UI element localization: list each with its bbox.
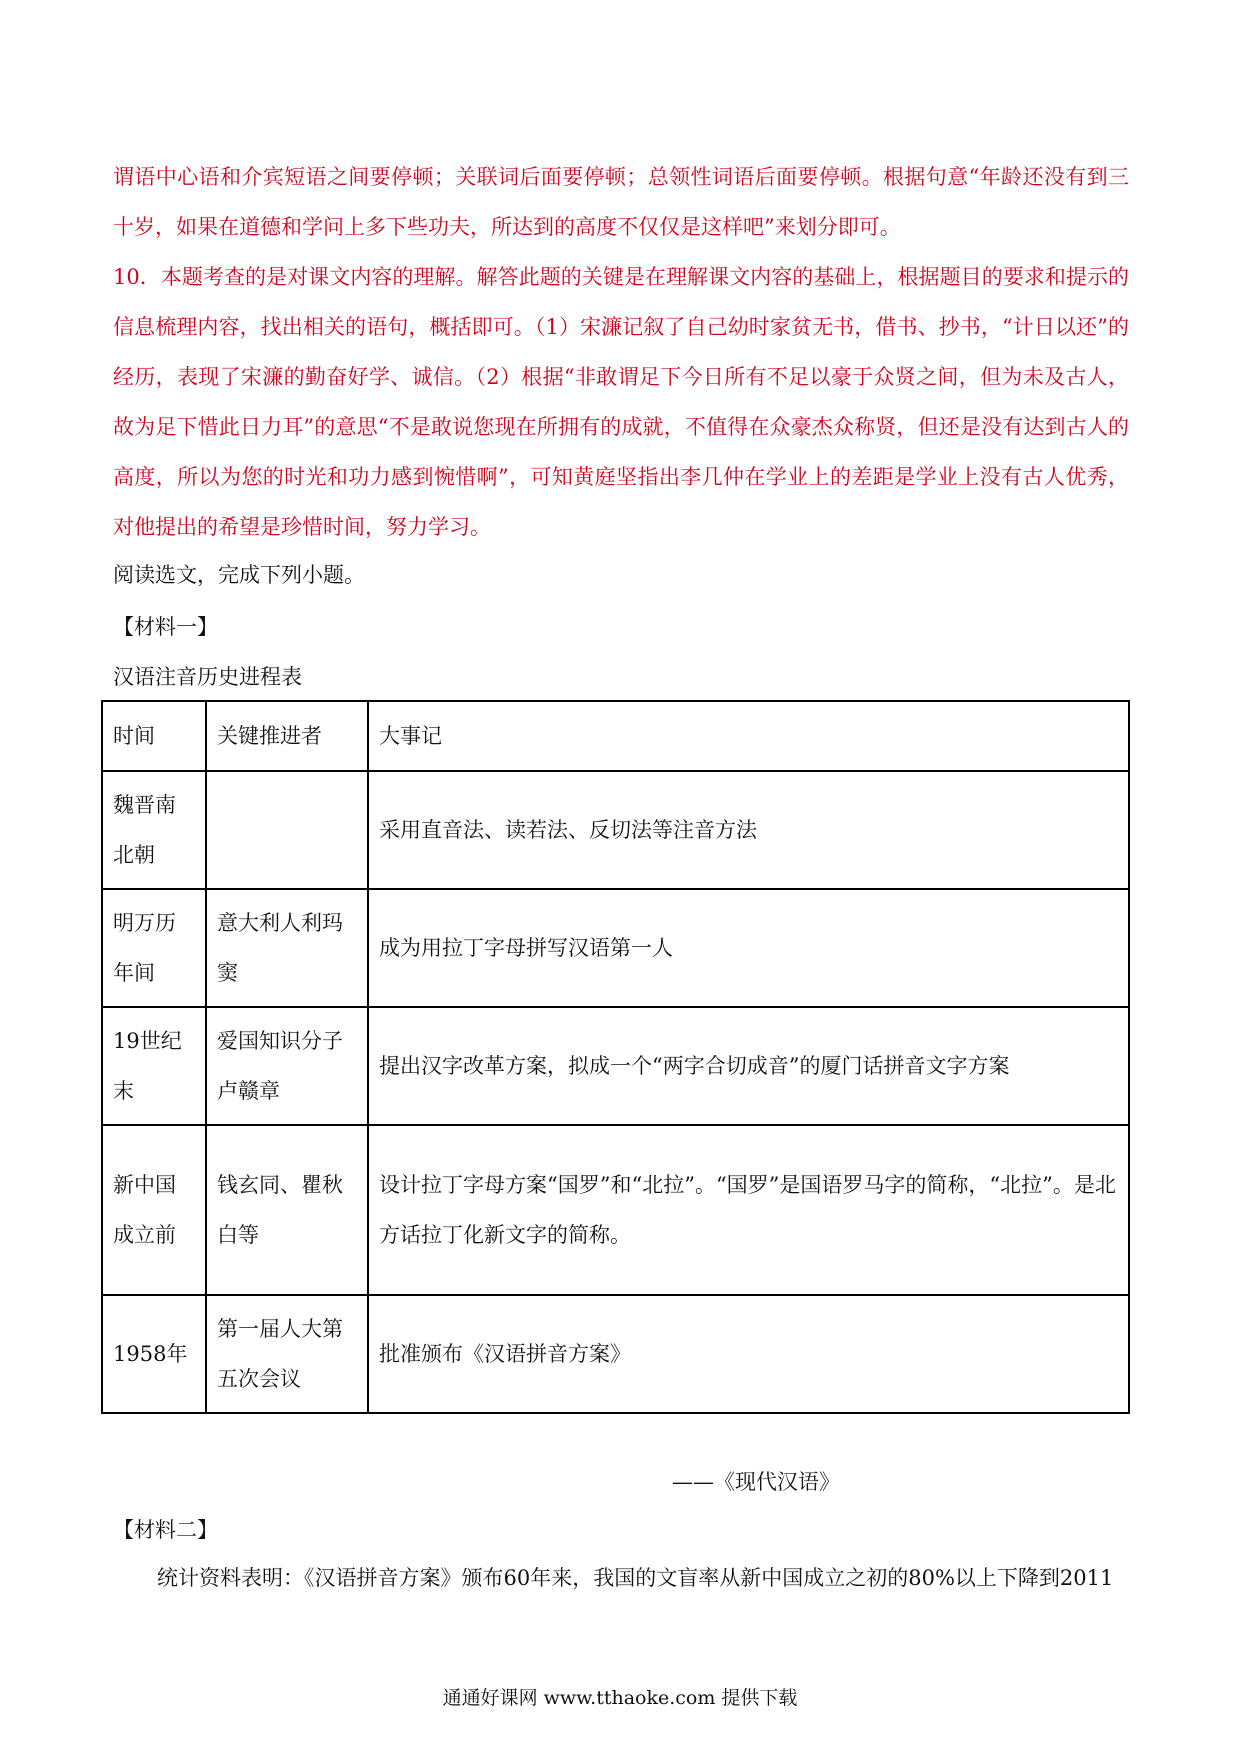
table-row [102, 1295, 1129, 1413]
table-cell [206, 771, 368, 889]
table-cell: 明万历年间 [102, 889, 206, 1007]
answer-paragraph-2: 10．本题考查的是对课文内容的理解。解答此题的关键是在理解课文内容的基础上，根据题目的要求和提示的信息梳理内容，找出相关的语句，概括即可。（1）宋濂记叙了自己幼时家贫无书，借书、抄书，“计日以还”的经历，表现了宋濂的勤奋好学、诚信。（2）根据“非敢谓足下今日所有不足以豪于众贤之间，但为未及古人，故为足下惜此日力耳”的意思“不是敢说您现在所拥有的成就，不值得在众豪杰众称贤，但还是没有达到古人的高度，所以为您的时光和功力感到惋惜啊”，可知黄庭坚指出李几仲在学业上的差距是学业上没有古人优秀，对他提出的希望是珍惜时间，努力学习。 [113, 265, 1129, 539]
table-cell: 第一届人大第五次会议 [206, 1295, 368, 1413]
table-cell: 提出汉字改革方案，拟成一个“两字合切成音”的厦门话拼音文字方案 [368, 1007, 1129, 1125]
table-row [102, 771, 1129, 889]
answer-explanation [113, 152, 1129, 552]
table-header-row [102, 701, 1129, 771]
table-source: ——《现代汉语》 [672, 1470, 840, 1494]
header-cell-promoter: 关键推进者 [206, 701, 368, 771]
table-row [102, 889, 1129, 1007]
table-cell: 批准颁布《汉语拼音方案》 [368, 1295, 1129, 1413]
table-caption: 汉语注音历史进程表 [113, 665, 302, 689]
answer-paragraph-1: 谓语中心语和介宾短语之间要停顿；关联词后面要停顿；总领性词语后面要停顿。根据句意“年龄还没有到三十岁，如果在道德和学问上多下些功夫，所达到的高度不仅仅是这样吧”来划分即可。 [113, 165, 1129, 239]
material-2-heading: 【材料二】 [113, 1518, 218, 1542]
table-cell: 19世纪末 [102, 1007, 206, 1125]
table-cell: 设计拉丁字母方案“国罗”和“北拉”。“国罗”是国语罗马字的简称，“北拉”。是北方话拉丁化新文字的简称。 [368, 1125, 1129, 1295]
table-row [102, 1007, 1129, 1125]
table-cell: 爱国知识分子卢赣章 [206, 1007, 368, 1125]
reading-instruction: 阅读选文，完成下列小题。 [113, 563, 365, 587]
table-cell: 成为用拉丁字母拼写汉语第一人 [368, 889, 1129, 1007]
table-cell: 新中国成立前 [102, 1125, 206, 1295]
header-cell-events: 大事记 [368, 701, 1129, 771]
table-cell: 1958年 [102, 1295, 206, 1413]
table-row [102, 1125, 1129, 1295]
table-cell: 意大利人利玛窦 [206, 889, 368, 1007]
table-cell: 采用直音法、读若法、反切法等注音方法 [368, 771, 1129, 889]
page-footer: 通通好课网 www.tthaoke.com 提供下载 [442, 1687, 798, 1709]
material-2-text: 统计资料表明：《汉语拼音方案》颁布60年来，我国的文盲率从新中国成立之初的80%以上下降到2011 [157, 1566, 1114, 1590]
header-cell-time: 时间 [102, 701, 206, 771]
table-cell: 钱玄同、瞿秋白等 [206, 1125, 368, 1295]
table-cell: 魏晋南北朝 [102, 771, 206, 889]
material-1-heading: 【材料一】 [113, 615, 218, 639]
history-table [101, 700, 1130, 1414]
